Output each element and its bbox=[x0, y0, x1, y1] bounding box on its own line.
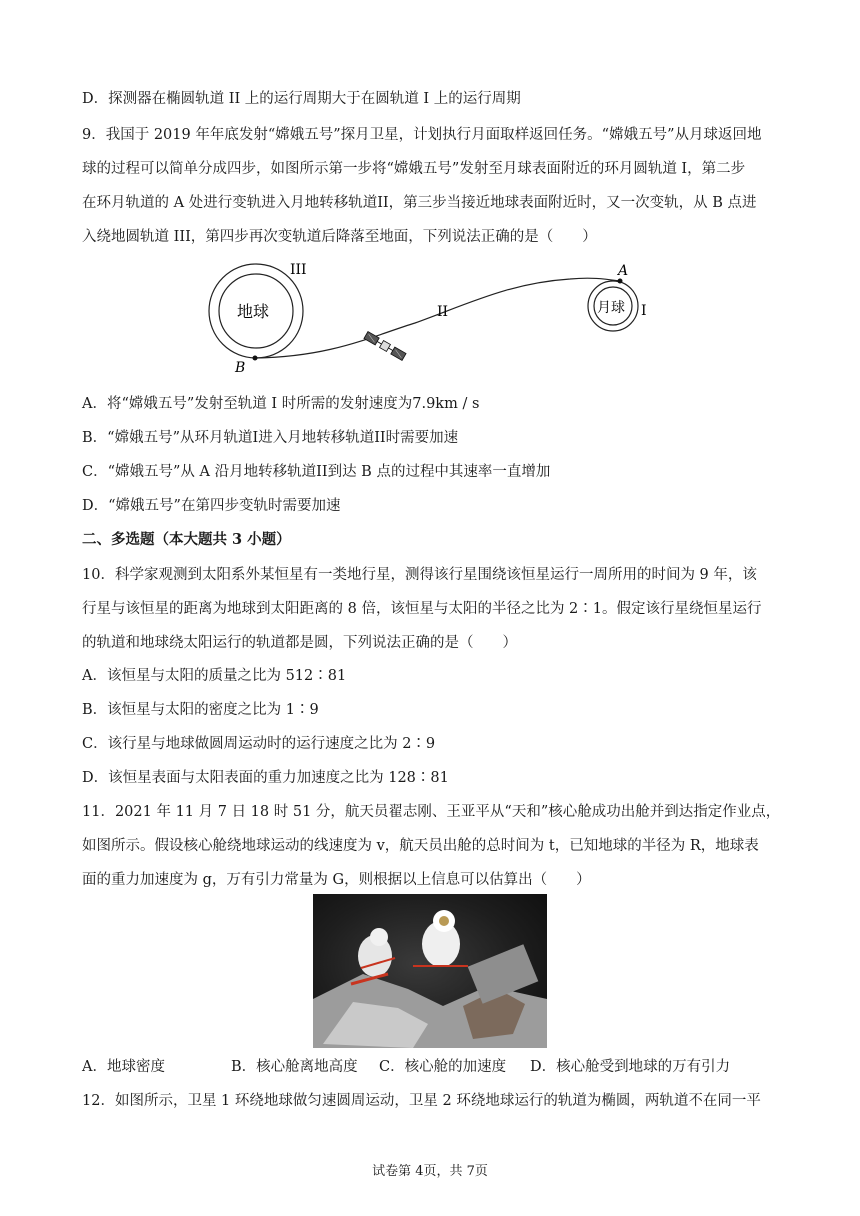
point-A-dot bbox=[618, 279, 623, 284]
q10-option-c: C．该行星与地球做圆周运动时的运行速度之比为 2∶9 bbox=[82, 736, 436, 752]
page-footer: 试卷第 4页，共 7页 bbox=[372, 1164, 488, 1179]
earth-label: 地球 bbox=[237, 302, 270, 321]
q9-option-b: B．“嫦娥五号”从环月轨道I进入月地转移轨道II时需要加速 bbox=[82, 430, 459, 446]
q11-option-b: B．核心舱离地高度 bbox=[231, 1059, 358, 1075]
q10-stem-2: 行星与该恒星的距离为地球到太阳距离的 8 倍，该恒星与太阳的半径之比为 2∶1。假定该行星绕恒星运行 bbox=[82, 601, 762, 617]
q9-stem-2: 球的过程可以简单分成四步，如图所示第一步将“嫦娥五号”发射至月球表面附近的环月圆轨道 I，第二步 bbox=[82, 161, 746, 177]
q11-option-c: C．核心舱的加速度 bbox=[379, 1059, 507, 1075]
point-A-label: A bbox=[618, 263, 629, 279]
q9-option-d: D．“嫦娥五号”在第四步变轨时需要加速 bbox=[82, 498, 341, 514]
q10-option-b: B．该恒星与太阳的密度之比为 1∶9 bbox=[82, 702, 319, 718]
q10-stem-1: 10．科学家观测到太阳系外某恒星有一类地行星，测得该行星围绕该恒星运行一周所用的时间为 9 年，该 bbox=[82, 567, 757, 583]
section-title-multiple-choice: 二、多选题（本大题共 3 小题） bbox=[82, 531, 291, 548]
orbit-I-label: I bbox=[641, 303, 647, 319]
q11-stem-3: 面的重力加速度为 g，万有引力常量为 G，则根据以上信息可以估算出（ ） bbox=[82, 872, 591, 888]
q10-option-d: D．该恒星表面与太阳表面的重力加速度之比为 128∶81 bbox=[82, 770, 449, 786]
q8-option-d: D．探测器在椭圆轨道 II 上的运行周期大于在圆轨道 I 上的运行周期 bbox=[82, 91, 521, 107]
q9-option-c: C．“嫦娥五号”从 A 沿月地转移轨道II到达 B 点的过程中其速率一直增加 bbox=[82, 464, 551, 480]
q12-stem-1: 12．如图所示，卫星 1 环绕地球做匀速圆周运动，卫星 2 环绕地球运行的轨道为椭圆，两轨道不在同一平 bbox=[82, 1093, 761, 1109]
satellite-icon bbox=[364, 332, 406, 361]
astronauts-eva-photo bbox=[313, 894, 547, 1048]
q9-stem-1: 9．我国于 2019 年年底发射“嫦娥五号”探月卫星，计划执行月面取样返回任务。“嫦娥五号”从月球返回地 bbox=[82, 127, 762, 143]
q9-stem-3: 在环月轨道的 A 处进行变轨进入月地转移轨道II，第三步当接近地球表面附近时，又一次变轨，从 B 点进 bbox=[82, 195, 757, 211]
point-B-dot bbox=[253, 356, 258, 361]
orbit-transfer-diagram bbox=[200, 255, 670, 375]
q10-option-a: A．该恒星与太阳的质量之比为 512∶81 bbox=[82, 668, 347, 684]
q11-stem-1: 11．2021 年 11 月 7 日 18 时 51 分，航天员翟志刚、王亚平从“天和”核心舱成功出舱并到达指定作业点， bbox=[82, 804, 781, 820]
q11-stem-2: 如图所示。假设核心舱绕地球运动的线速度为 v，航天员出舱的总时间为 t，已知地球的半径为 R，地球表 bbox=[82, 838, 759, 854]
q9-option-a: A．将“嫦娥五号”发射至轨道 I 时所需的发射速度为7.9km / s bbox=[82, 396, 480, 412]
point-B-label: B bbox=[235, 360, 246, 375]
q10-stem-3: 的轨道和地球绕太阳运行的轨道都是圆，下列说法正确的是（ ） bbox=[82, 635, 517, 651]
orbit-III-label: III bbox=[290, 262, 307, 278]
q9-stem-4: 入绕地圆轨道 III，第四步再次变轨道后降落至地面，下列说法正确的是（ ） bbox=[82, 229, 597, 245]
eva-photo-illustration bbox=[313, 894, 547, 1048]
q11-option-d: D．核心舱受到地球的万有引力 bbox=[530, 1059, 731, 1075]
orbit-II-label: II bbox=[437, 304, 449, 320]
moon-label: 月球 bbox=[597, 300, 625, 316]
q11-option-a: A．地球密度 bbox=[82, 1059, 165, 1075]
